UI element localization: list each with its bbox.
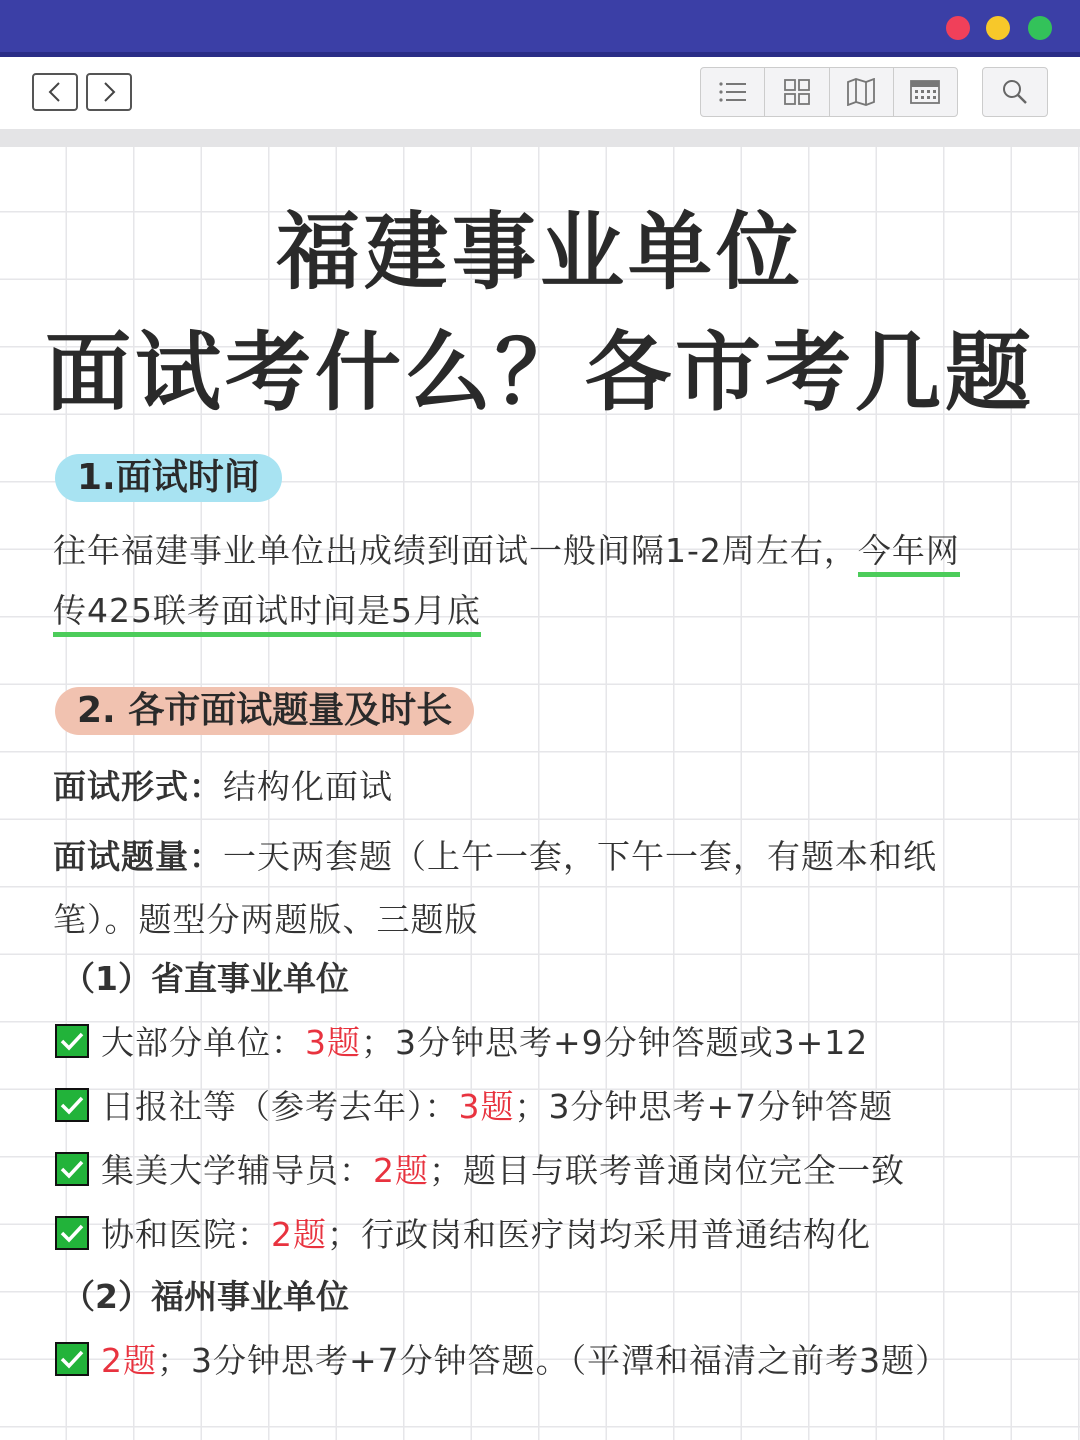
page-title-line1: 福建事业单位 [275,203,804,301]
list-item [55,1081,893,1128]
section1-text: 往年福建事业单位出成绩到面试一般间隔1-2周左右， [53,531,858,570]
back-button[interactable] [32,73,78,111]
view-mode-group [700,67,958,117]
zoom-window-button[interactable] [1028,16,1052,40]
close-window-button[interactable] [946,16,970,40]
list-item [55,1209,871,1256]
checkbox-checked-icon [55,1342,89,1376]
item-count: 2题 [271,1215,327,1254]
window-titlebar [0,0,1080,57]
grid-view-button[interactable] [765,68,829,116]
item-prefix: 协和医院： [101,1215,271,1254]
item-prefix: 集美大学辅导员： [101,1151,373,1190]
sub1-heading: （1）省直事业单位 [62,959,349,998]
chevron-right-icon [99,80,119,104]
search-button[interactable] [982,67,1048,117]
grid-icon [784,79,810,105]
toolbar-divider [0,129,1080,147]
item-detail: ；3分钟思考+7分钟答题。（平潭和福清之前考3题） [157,1341,950,1380]
list-item [55,1335,949,1382]
section1-paragraph [53,521,1033,641]
list-item [55,1017,868,1064]
section1-underlined-1: 今年网 [858,531,960,577]
list-view-button[interactable] [701,68,765,116]
interview-qty-value-1: 一天两套题（上午一套，下午一套，有题本和纸 [223,837,937,876]
item-prefix: 大部分单位： [101,1023,305,1062]
minimize-window-button[interactable] [986,16,1010,40]
item-detail: ；题目与联考普通岗位完全一致 [429,1151,905,1190]
toolbar [0,57,1080,129]
page-title-line2: 面试考什么？各市考几题 [45,323,1035,423]
sub2-heading: （2）福州事业单位 [62,1277,349,1316]
note-content [0,147,1080,1440]
interview-form-value: 结构化面试 [223,767,393,806]
interview-form-line [53,761,1033,808]
item-count: 2题 [101,1341,157,1380]
chevron-left-icon [45,80,65,104]
item-count: 3题 [305,1023,361,1062]
checkbox-checked-icon [55,1152,89,1186]
item-detail: ；行政岗和医疗岗均采用普通结构化 [327,1215,871,1254]
item-count: 3题 [458,1087,515,1126]
item-detail: ；3分钟思考+9分钟答题或3+12 [361,1023,869,1062]
section1-underlined-2: 传425联考面试时间是5月底 [53,591,481,637]
interview-form-label: 面试形式： [53,767,223,806]
interview-qty-paragraph [53,825,1033,951]
item-count: 2题 [373,1151,429,1190]
map-icon [846,78,876,106]
list-item [55,1145,905,1192]
item-detail: ；3分钟思考+7分钟答题 [514,1087,894,1126]
forward-button[interactable] [86,73,132,111]
calendar-view-button[interactable] [894,68,957,116]
checkbox-checked-icon [55,1088,89,1122]
interview-qty-label: 面试题量： [53,837,223,876]
interview-qty-value-2: 笔）。题型分两题版、三题版 [53,900,479,939]
search-icon [1001,78,1029,106]
calendar-icon [910,79,940,105]
checkbox-checked-icon [55,1024,89,1058]
list-icon [718,80,748,104]
map-view-button[interactable] [830,68,894,116]
item-prefix: 日报社等（参考去年）： [101,1087,459,1126]
section2-heading: 2. 各市面试题量及时长 [55,687,474,735]
checkbox-checked-icon [55,1216,89,1250]
section1-heading: 1.面试时间 [55,454,282,502]
